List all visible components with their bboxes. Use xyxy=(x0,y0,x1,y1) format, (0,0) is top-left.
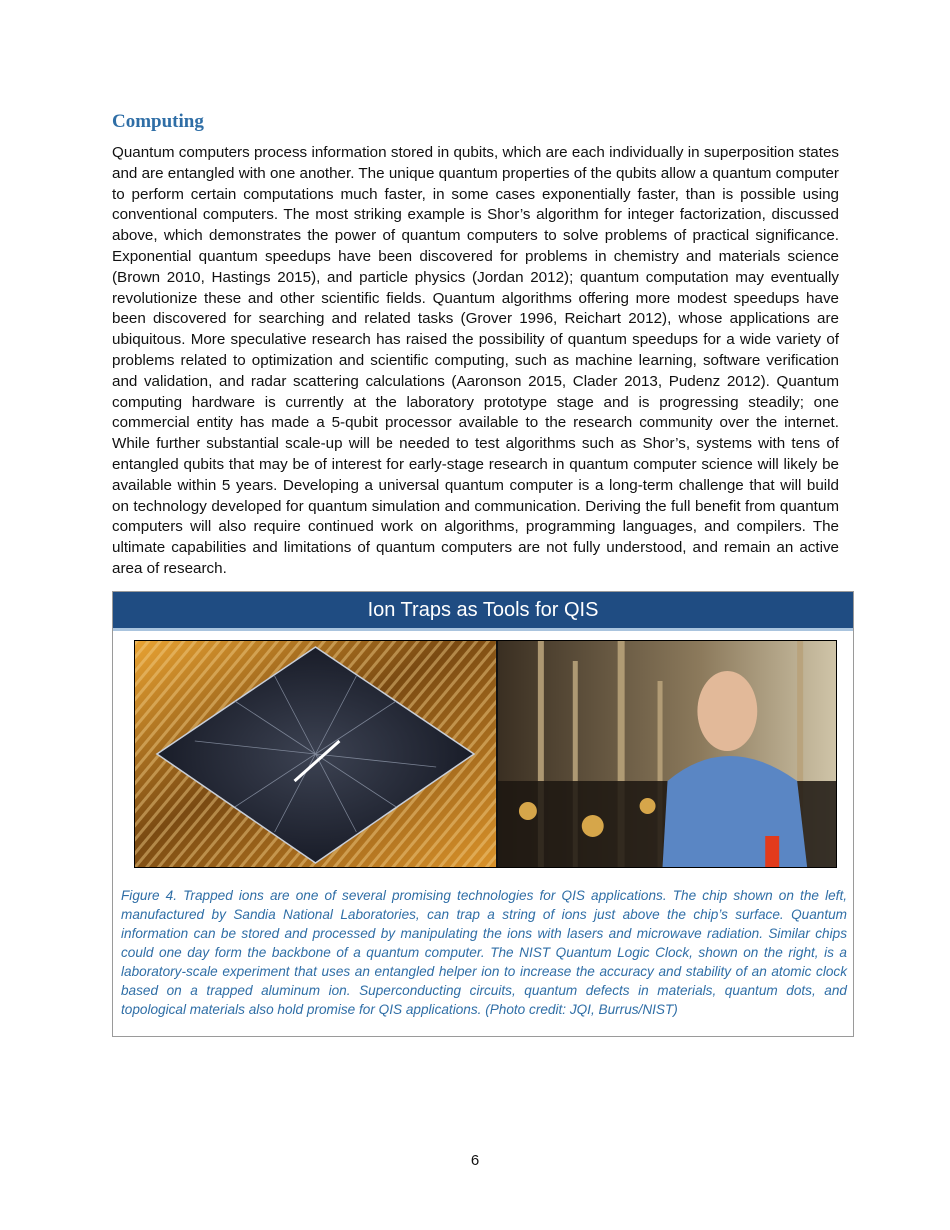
sidebar-title: Ion Traps as Tools for QIS xyxy=(113,592,853,631)
ion-trap-chip-photo xyxy=(135,641,496,867)
page-number: 6 xyxy=(470,1152,480,1169)
quantum-logic-clock-photo xyxy=(496,641,836,867)
figure-caption: Figure 4. Trapped ions are one of several promising technologies for QIS applications. The chip shown on the left, manufactured by Sandia National Laboratories, can trap a string of ions just above the chip’s surface. Quantum information can be stored and processed by manipulating the ions with lasers and microwave radiation. Similar chips could one day form the backbone of a quantum computer. The NIST Quantum Logic Clock, shown on the right, is a laboratory-scale experiment that uses an entangled helper ion to increase the accuracy and stability of an atomic clock based on a trapped aluminum ion. Superconducting circuits, quantum defects in materials, quantum dots, and topological materials also hold promise for QIS applications. (Photo credit: JQI, Burrus/NIST) xyxy=(121,888,847,1017)
body-paragraph: Quantum computers process information stored in qubits, which are each individually in superposition states and are entangled with one another. The unique quantum properties of the qubits allow a quantum computer to perform certain computations much faster, in some cases exponentially faster, than is possible using conventional computers. The most striking example is Shor’s algorithm for integer factorization, discussed above, which demonstrates the power of quantum computers to solve problems of practical significance. Exponential quantum speedups have been discovered for problems in chemistry and materials science (Brown 2010, Hastings 2015), and particle physics (Jordan 2012); quantum computation may eventually revolutionize these and other scientific fields. Quantum algorithms offering more modest speedups have been discovered for searching and related tasks (Grover 1996, Reichart 2012), whose applications are ubiquitous. More speculative research has raised the possibility of quantum speedups for a wide variety of problems related to optimization and scientific computing, such as machine learning, software verification and validation, and radar scattering calculations (Aaronson 2015, Clader 2013, Pudenz 2012). Quantum computing hardware is currently at the laboratory prototype stage and is progressing steadily; one commercial entity has made a 5-qubit processor available to the research community over the internet. While further substantial scale-up will be needed to test algorithms such as Shor’s, systems with tens of entangled qubits that may be of interest for early-stage research in quantum computer science will likely be available within 5 years. Developing a universal quantum computer is a long-term challenge that will build on technology developed for quantum simulation and communication. Deriving the full benefit from quantum computers will also require continued work on algorithms, programming languages, and compilers. The ultimate capabilities and limitations of quantum computers are not fully understood, and remain an active area of research. xyxy=(112,144,839,577)
figure-photos xyxy=(134,640,837,868)
ion-traps-sidebar xyxy=(112,591,854,1037)
section-heading: Computing xyxy=(112,111,204,132)
